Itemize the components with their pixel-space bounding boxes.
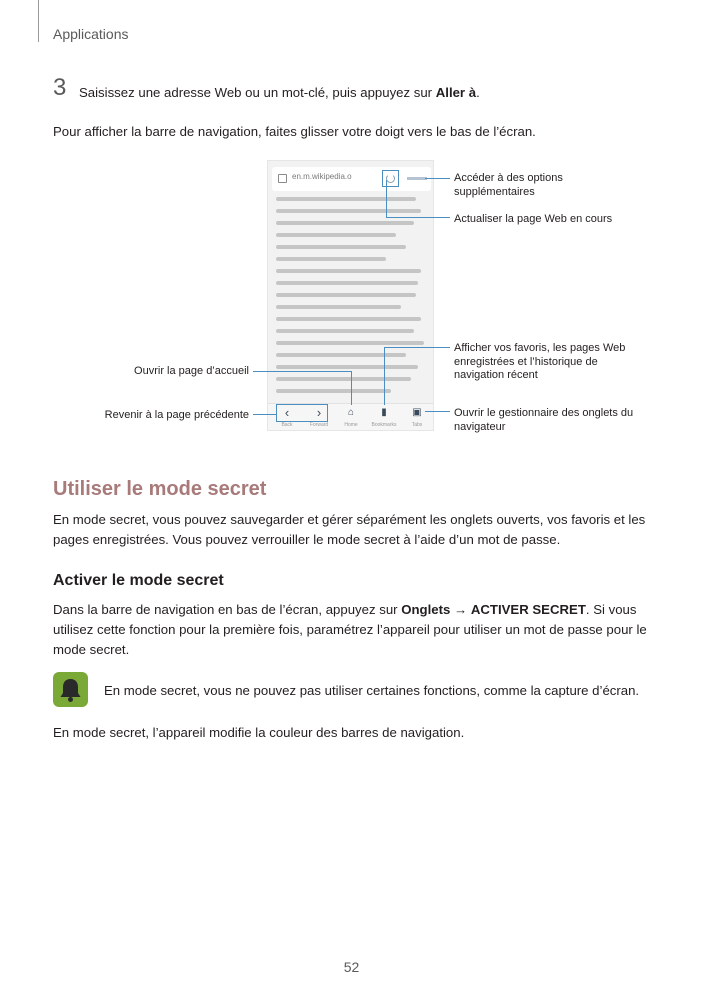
nav-label-home: Home [344,422,358,428]
lock-icon [278,174,287,183]
callout-line-more [425,178,450,179]
page-text-line [276,269,421,273]
callout-line-back [253,414,277,415]
page-text-line [276,257,386,261]
page-text-line [276,317,421,321]
note-bell-icon [53,672,88,707]
page-text-line [276,341,424,345]
page-text-line [276,209,421,213]
section-header: Applications [53,26,129,42]
home-icon: ⌂ [347,407,355,418]
page-number: 52 [343,959,360,975]
page-text-line [276,329,414,333]
page-text-line [276,365,418,369]
refresh-button [382,170,399,187]
page-text-line [276,377,411,381]
page-text-line [276,281,418,285]
step-number: 3 [53,74,67,101]
page-text-line [276,389,391,393]
more-options-button [407,177,427,180]
callout-tabs: Ouvrir le gestionnaire des onglets du navigateur [454,407,634,433]
page-text-line [276,221,414,225]
page-text-line [276,233,396,237]
callout-line-home-h [253,371,351,372]
section-title: Utiliser le mode secret [53,478,267,500]
step-instruction: Saisissez une adresse Web ou un mot-clé, puis appuyez sur Aller à. [79,85,480,100]
callout-line-refresh-h [386,217,450,218]
intro-paragraph: Pour afficher la barre de navigation, faites glisser votre doigt vers le bas de l’écran. [53,124,536,139]
callout-line-home-v [351,371,352,405]
page-text-line [276,305,401,309]
subsection-text: Dans la barre de navigation en bas de l’écran, appuyez sur Onglets → ACTIVER SECRET. Si vous utilisez cette fonction pour la première fois, paramétrez l’appareil pour utiliser un mot de passe pour le mode secret. [53,602,647,657]
callout-back: Revenir à la page précédente [104,409,249,421]
tabs-icon: ▣ [412,407,422,418]
callout-home: Ouvrir la page d’accueil [134,365,249,377]
nav-label-forward: Forward [309,422,329,428]
callout-line-bookmarks-v [384,347,385,405]
back-icon: ‹ [284,405,290,420]
callout-line-refresh-v [386,180,387,217]
margin-rule [38,0,39,42]
nav-label-bookmarks: Bookmarks [371,422,397,428]
callout-line-tabs [425,411,450,412]
subsection-title: Activer le mode secret [53,572,224,589]
callout-refresh: Actualiser la page Web en cours [454,213,613,225]
address-bar [272,167,431,191]
page-text-line [276,245,406,249]
nav-label-tabs: Tabs [411,422,423,428]
url-text: en.m.wikipedia.o [292,172,352,181]
nav-label-back: Back [281,422,293,428]
callout-line-bookmarks-h [384,347,450,348]
page-text-line [276,197,416,201]
bottom-navigation-bar [268,403,433,430]
closing-paragraph: En mode secret, l’appareil modifie la couleur des barres de navigation. [53,725,465,740]
callout-bookmarks: Afficher vos favoris, les pages Web enregistrées et l’historique de navigation récent [454,342,626,381]
page-text-line [276,353,406,357]
refresh-icon [386,174,395,183]
section-intro: En mode secret, vous pouvez sauvegarder et gérer séparément les onglets ouverts, vos favoris et les pages enregistrées. Vous pouvez verrouiller le mode secret à l’aide d’un mot de passe. [53,512,646,547]
callout-more-options: Accéder à des options supplémentaires [454,172,563,198]
note-text: En mode secret, vous ne pouvez pas utiliser certaines fonctions, comme la capture d’écran. [104,683,640,698]
page-text-line [276,293,416,297]
bookmark-icon: ▮ [381,407,387,418]
forward-icon: › [316,405,322,420]
